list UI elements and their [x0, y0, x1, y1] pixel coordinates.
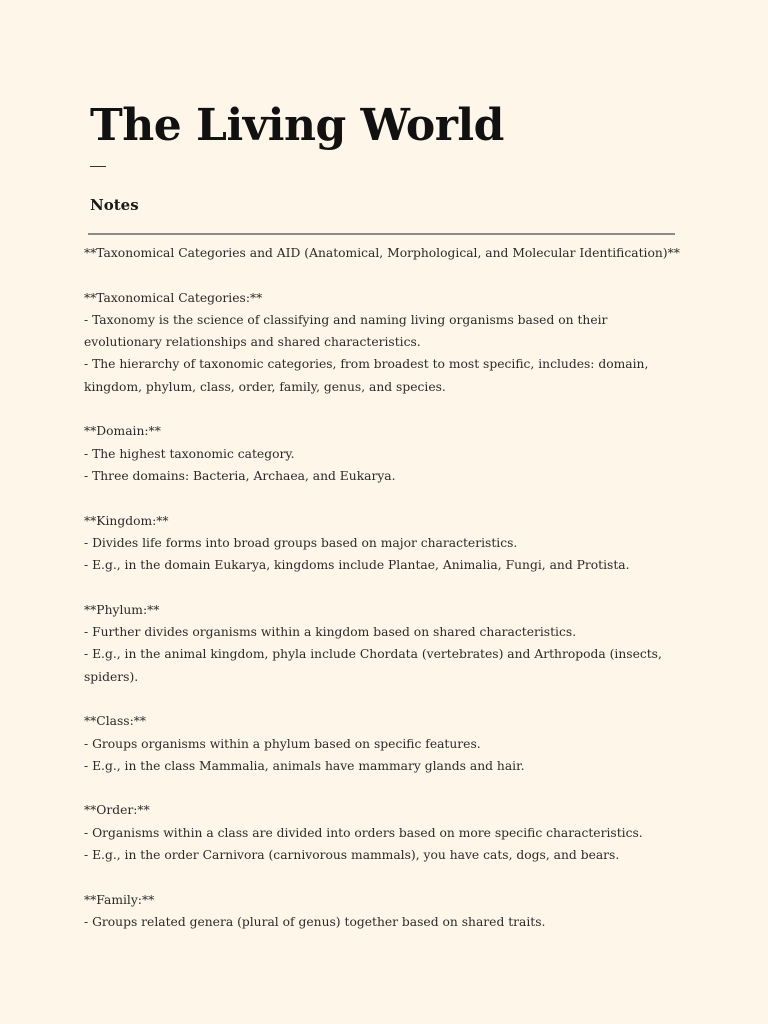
note-heading: **Family:** [84, 892, 155, 907]
horizontal-rule [88, 233, 675, 235]
note-line: - The highest taxonomic category. [84, 446, 295, 461]
paragraph-gap [84, 866, 684, 888]
note-heading: **Order:** [84, 803, 150, 818]
note-heading: **Taxonomical Categories and AID (Anatomical, Morphological, and Molecular Identification)** [84, 246, 680, 260]
paragraph-gap [84, 688, 684, 710]
note-line: - Further divides organisms within a kingdom based on shared characteristics. [84, 625, 577, 640]
notes-body [84, 242, 684, 933]
note-heading: **Taxonomical Categories:** [84, 290, 263, 305]
paragraph-gap [84, 576, 684, 598]
note-heading: **Phylum:** [84, 602, 160, 617]
note-heading: **Kingdom:** [84, 513, 169, 528]
note-heading: **Class:** [84, 714, 147, 729]
note-line: - E.g., in the class Mammalia, animals have mammary glands and hair. [84, 758, 525, 773]
note-line: evolutionary relationships and shared characteristics. [84, 335, 421, 350]
note-line: - Organisms within a class are divided into orders based on more specific characteristics. [84, 825, 643, 840]
note-line: - Three domains: Bacteria, Archaea, and Eukarya. [84, 468, 396, 483]
note-line: - E.g., in the animal kingdom, phyla include Chordata (vertebrates) and Arthropoda (insects, [84, 647, 662, 662]
note-line: - Groups organisms within a phylum based on specific features. [84, 736, 481, 751]
title-dash-divider [90, 166, 106, 167]
paragraph-gap [84, 777, 684, 799]
paragraph-gap [84, 264, 684, 286]
paragraph-gap [84, 487, 684, 509]
note-line: - Taxonomy is the science of classifying and naming living organisms based on their [84, 312, 608, 327]
note-line: - Divides life forms into broad groups based on major characteristics. [84, 535, 518, 550]
notes-section-label: Notes [90, 196, 139, 214]
note-line: kingdom, phylum, class, order, family, genus, and species. [84, 379, 446, 394]
note-line: - E.g., in the domain Eukarya, kingdoms include Plantae, Animalia, Fungi, and Protista. [84, 558, 630, 573]
note-line: - Groups related genera (plural of genus) together based on shared traits. [84, 914, 546, 929]
note-line: - E.g., in the order Carnivora (carnivorous mammals), you have cats, dogs, and bears. [84, 848, 620, 863]
note-heading: **Domain:** [84, 424, 161, 439]
paragraph-gap [84, 398, 684, 420]
note-line: spiders). [84, 669, 139, 684]
note-line: - The hierarchy of taxonomic categories, from broadest to most specific, includes: domain, [84, 357, 649, 372]
page-title: The Living World [90, 100, 504, 151]
